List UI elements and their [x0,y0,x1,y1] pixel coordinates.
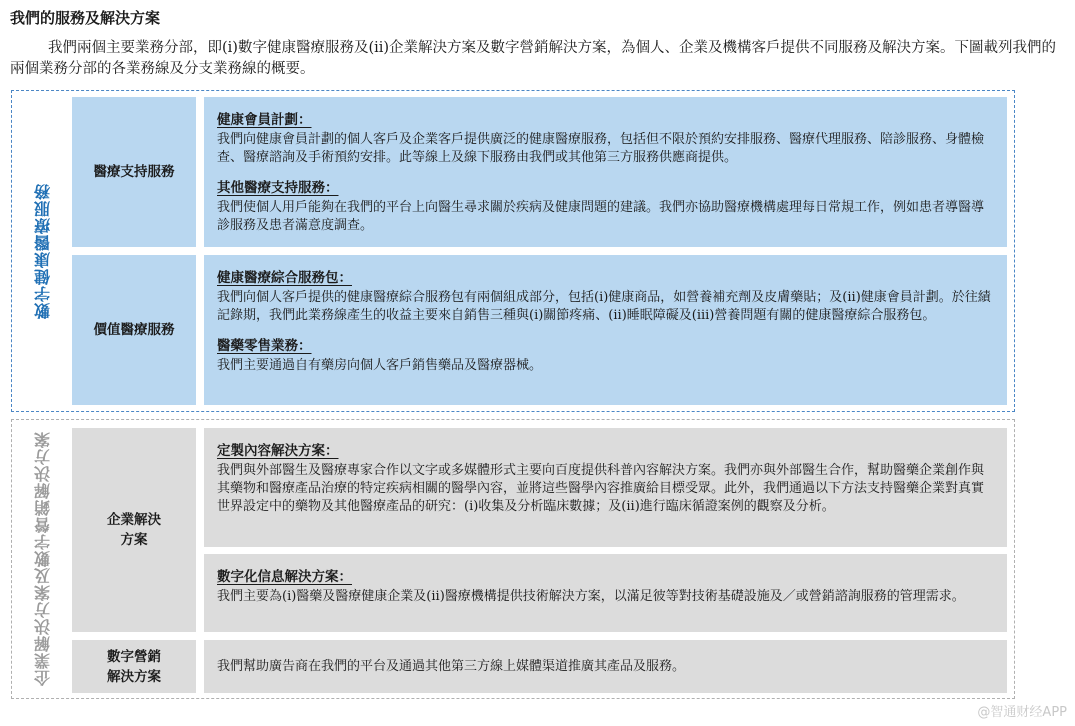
business-line-name: 數字營銷解決方案 [107,648,161,685]
business-line-name: 價值醫療服務 [93,322,175,338]
sub-block [217,337,993,375]
business-line-value-medical [72,255,196,405]
content-custom-content [204,428,1007,547]
sub-title: 數字化信息解決方案： [217,569,352,585]
business-line-enterprise-solutions [72,428,196,632]
sub-text: 我們向健康會員計劃的個人客戶及企業客戶提供廣泛的健康醫療服務，包括但不限於預約安排服務、醫療代理服務、陪診服務、身體檢查、醫療諮詢及手術預約安排。此等線上及線下服務由我們或其他第三方服務供應商提供。 [217,132,985,165]
sub-block [217,442,993,516]
intro-paragraph: 我們兩個主要業務分部，即(i)數字健康醫療服務及(ii)企業解決方案及數字營銷解決方案，為個人、企業及機構客戶提供不同服務及解決方案。下圖載列我們的兩個業務分部的各業務線及分支業務線的概要。 [10,40,1057,77]
segment-2-label: 企業解決方案及數字營銷解決方案 [33,431,53,687]
business-line-name: 醫療支持服務 [93,164,175,180]
sub-text: 我們幫助廣告商在我們的平台及通過其他第三方線上媒體渠道推廣其產品及服務。 [217,658,686,674]
business-line-medical-support [72,97,196,247]
sub-block [217,568,993,606]
business-line-name: 企業解決方案 [107,512,161,548]
sub-block [217,269,993,325]
sub-text: 我們主要通過自有藥房向個人客戶銷售藥品及醫療器械。 [217,358,543,373]
sub-title: 其他醫療支持服務： [217,180,339,196]
content-value-medical [204,255,1007,405]
sub-title: 健康醫療綜合服務包： [217,270,352,286]
segment-1-label: 數字健康醫療服務 [33,183,53,319]
content-digital-marketing [204,640,1007,693]
business-line-digital-marketing [72,640,196,693]
content-medical-support [204,97,1007,247]
sub-text: 我們主要為(i)醫藥及醫療健康企業及(ii)醫療機構提供技術解決方案，以滿足彼等對技術基礎設施及／或營銷諮詢服務的管理需求。 [217,589,965,604]
section-heading: 我們的服務及解決方案 [10,9,161,27]
sub-title: 健康會員計劃： [217,112,312,128]
sub-text: 我們使個人用戶能夠在我們的平台上向醫生尋求關於疾病及健康問題的建議。我們亦協助醫療機構處理每日常規工作，例如患者導醫導診服務及患者滿意度調查。 [217,200,985,233]
sub-title: 定製內容解決方案： [217,443,339,459]
sub-title: 醫藥零售業務： [217,338,312,354]
sub-block [217,179,993,235]
sub-text: 我們向個人客戶提供的健康醫療綜合服務包有兩個組成部分，包括(i)健康商品，如營養補充劑及皮膚藥貼；及(ii)健康會員計劃。於往績記錄期，我們此業務線產生的收益主要來自銷售三種與(i)關節疼痛、(ii)睡眠障礙及(iii)營養問題有關的健康醫療綜合服務包。 [217,290,991,323]
sub-text: 我們與外部醫生及醫療專家合作以文字或多媒體形式主要向百度提供科普內容解決方案。我們亦與外部醫生合作，幫助醫藥企業創作與其藥物和醫療產品治療的特定疾病相關的醫學內容，並將這些醫學內容推廣給目標受眾。此外，我們通過以下方法支持醫藥企業對真實世界設定中的藥物及其他醫療產品的研究：(i)收集及分析臨床數據；及(ii)進行臨床循證案例的觀察及分析。 [217,463,985,514]
sub-block [217,111,993,167]
content-digital-info [204,554,1007,632]
watermark: @智通财经APP [977,705,1067,720]
